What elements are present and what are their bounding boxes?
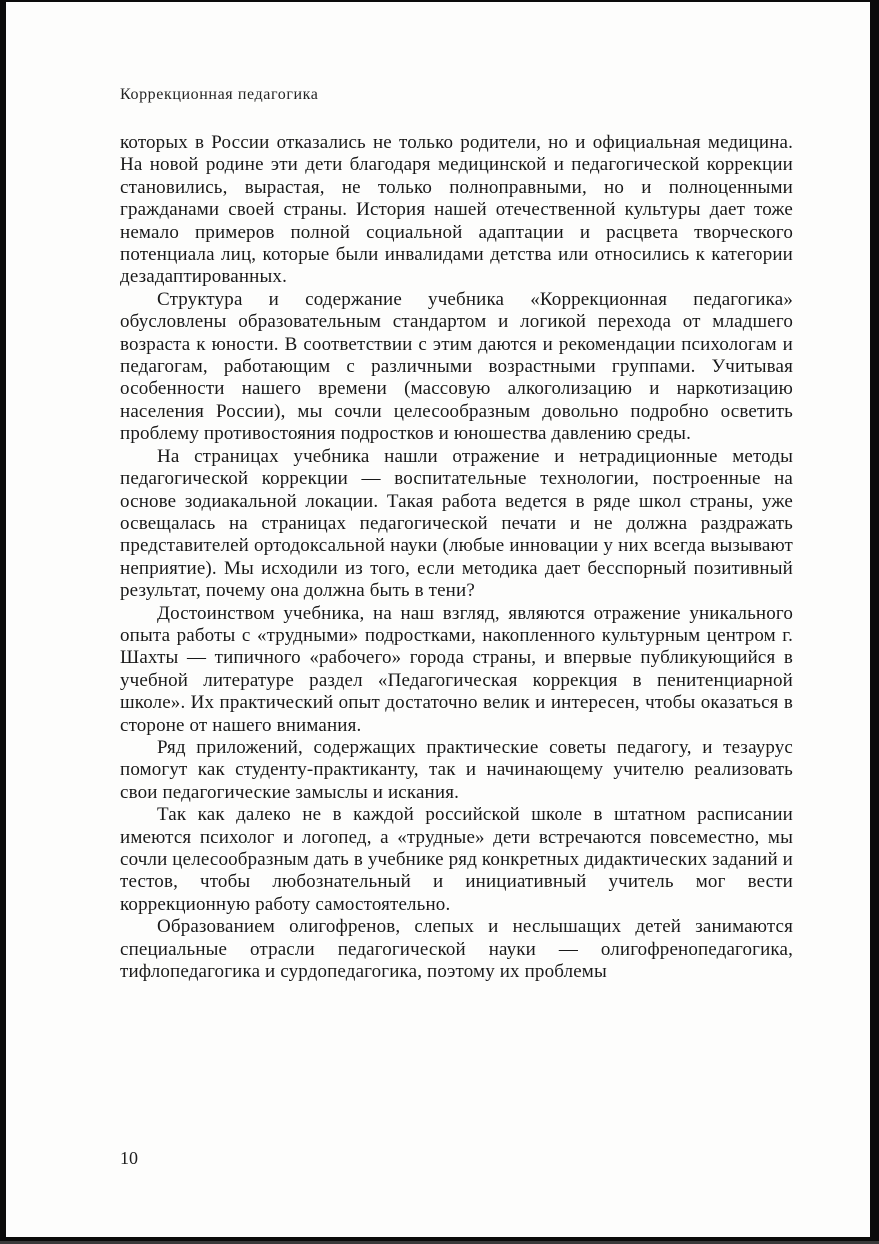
paragraph: Структура и содержание учебника «Коррекционная педагогика» обусловлены образовательным стандартом и логикой перехода от младшего возраста к юности. В соответствии с этим даются и рекомендации психологам и педагогам, работающим с различными возрастными группами. Учитывая особенности нашего времени (массовую алкоголизацию и наркотизацию населения России), мы сочли целесообразным довольно подробно осветить проблему противостояния подростков и юношества давлению среды. [120, 288, 793, 445]
paragraph: Достоинством учебника, на наш взгляд, являются отражение уникального опыта работы с «трудными» подростками, накопленного культурным центром г. Шахты — типичного «рабочего» города страны, и впервые публикующийся в учебной литературе раздел «Педагогическая коррекция в пенитенциарной школе». Их практический опыт достаточно велик и интересен, чтобы оказаться в стороне от нашего внимания. [120, 602, 793, 736]
page-text-body [120, 132, 793, 983]
running-head: Коррекционная педагогика [120, 86, 319, 103]
page-paper [6, 2, 870, 1237]
page-number: 10 [120, 1148, 138, 1168]
paragraph: Образованием олигофренов, слепых и неслышащих детей занимаются специальные отрасли педагогической науки — олигофренопедагогика, тифлопедагогика и сурдопедагогика, поэтому их проблемы [120, 916, 793, 983]
paragraph: которых в России отказались не только родители, но и официальная медицина. На новой родине эти дети благодаря медицинской и педагогической коррекции становились, вырастая, не только полноправными, но и полноценными гражданами своей страны. История нашей отечественной культуры дает тоже немало примеров полной социальной адаптации и расцвета творческого потенциала лиц, которые были инвалидами детства или относились к категории дезадаптированных. [120, 132, 793, 288]
paragraph: Так как далеко не в каждой российской школе в штатном расписании имеются психолог и логопед, а «трудные» дети встречаются повсеместно, мы сочли целесообразным дать в учебнике ряд конкретных дидактических заданий и тестов, чтобы любознательный и инициативный учитель мог вести коррекционную работу самостоятельно. [120, 804, 793, 915]
paragraph: Ряд приложений, содержащих практические советы педагогу, и тезаурус помогут как студенту-практиканту, так и начинающему учителю реализовать свои педагогические замыслы и искания. [120, 736, 793, 803]
paragraph: На страницах учебника нашли отражение и нетрадиционные методы педагогической коррекции — воспитательные технологии, построенные на основе зодиакальной локации. Такая работа ведется в ряде школ страны, уже освещалась на страницах педагогической печати и не должна раздражать представителей ортодоксальной науки (любые инновации у них всегда вызывают неприятие). Мы исходили из того, если методика дает бесспорный позитивный результат, почему она должна быть в тени? [120, 445, 793, 602]
